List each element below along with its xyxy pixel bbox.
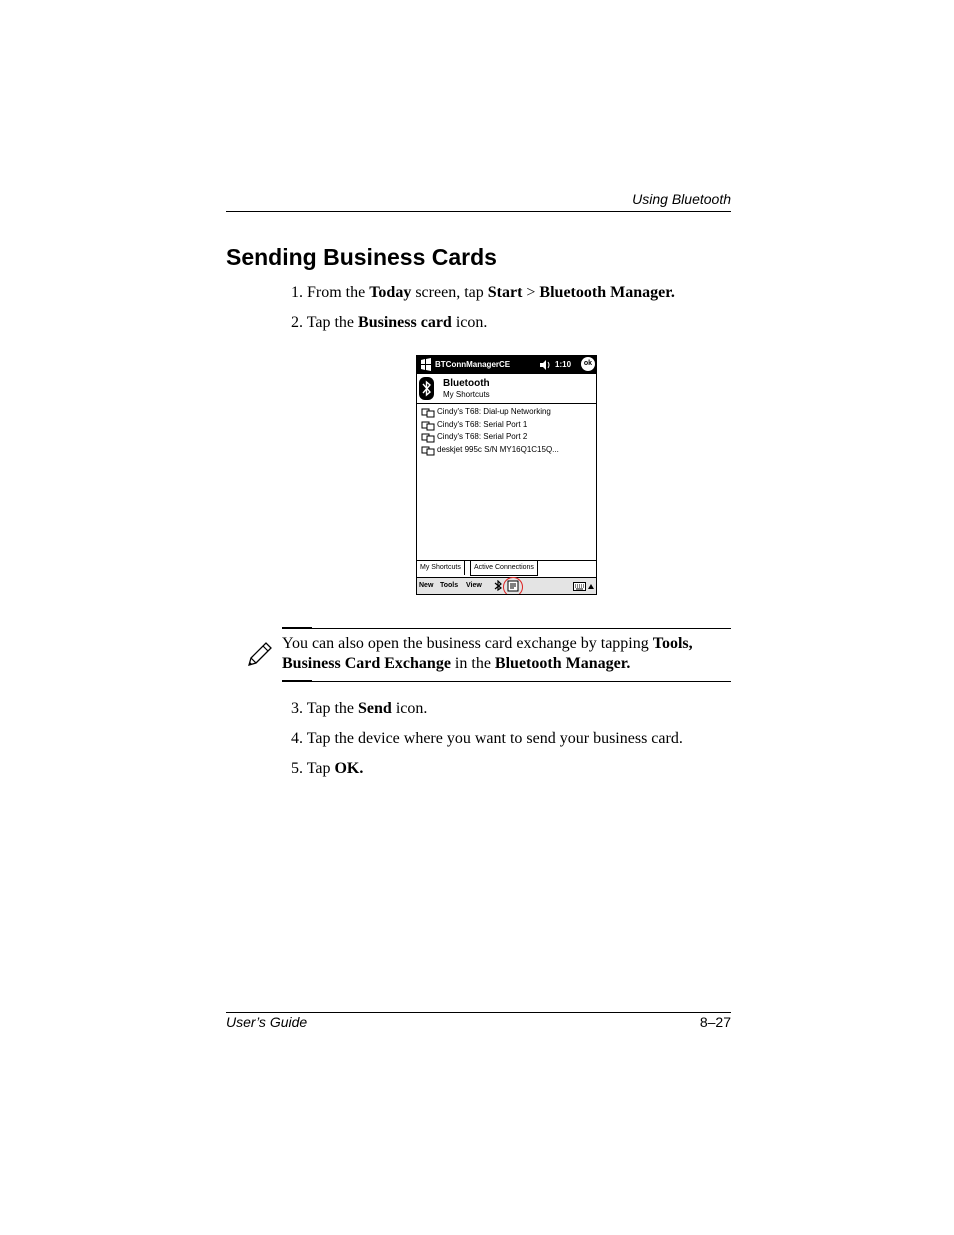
shortcut-label: Cindy's T68: Serial Port 1	[437, 419, 528, 429]
step-5-number: 5.	[291, 760, 303, 777]
step-3-text-a: Tap the	[306, 700, 359, 717]
step-3	[291, 700, 427, 718]
bluetooth-title: Bluetooth	[443, 378, 490, 389]
list-item[interactable]	[419, 407, 595, 420]
menu-bar	[417, 577, 596, 595]
windows-flag-icon[interactable]	[420, 358, 432, 371]
note-top-rule	[282, 628, 731, 629]
step-2-number: 2.	[291, 314, 303, 331]
header-rule	[226, 211, 731, 212]
shortcut-label: Cindy's T68: Dial-up Networking	[437, 407, 551, 416]
step-1-start: Start	[487, 284, 523, 301]
step-3-number: 3.	[291, 700, 303, 717]
volume-icon[interactable]	[539, 359, 551, 371]
footer-rule	[226, 1012, 731, 1013]
shortcut-list	[419, 407, 595, 457]
note-bluetooth-manager: Bluetooth Manager.	[494, 655, 631, 672]
note-business-card-exchange: Business Card Exchange	[282, 655, 451, 672]
step-3-text-b: icon.	[391, 700, 428, 717]
bluetooth-logo-icon	[419, 377, 434, 400]
note-bottom-rule	[282, 681, 731, 682]
step-5	[291, 760, 363, 778]
ok-button[interactable]: ok	[581, 357, 595, 371]
step-2	[291, 314, 487, 332]
step-4	[291, 730, 683, 748]
step-4-number: 4.	[291, 730, 303, 747]
step-1-separator: >	[522, 284, 540, 301]
bluetooth-subtitle: My Shortcuts	[443, 390, 490, 399]
keyboard-icon[interactable]	[573, 582, 586, 591]
step-1-bluetooth-manager: Bluetooth Manager.	[539, 284, 675, 301]
step-3-send: Send	[358, 700, 392, 717]
note-text-b: in the	[450, 655, 495, 672]
list-item[interactable]	[419, 420, 595, 433]
printer-icon	[421, 446, 435, 456]
clock[interactable]: 1:10	[555, 360, 572, 369]
tab-bar	[417, 560, 596, 576]
device-icon	[421, 433, 435, 443]
business-card-icon[interactable]	[507, 580, 519, 592]
app-title: BTConnManagerCE	[435, 360, 511, 369]
step-4-text: Tap the device where you want to send your business card.	[306, 730, 683, 747]
shortcut-label: Cindy's T68: Serial Port 2	[437, 432, 528, 442]
device-icon	[421, 408, 435, 418]
section-title: Sending Business Cards	[226, 244, 497, 270]
title-bar	[417, 356, 596, 374]
tab-my-shortcuts[interactable]: My Shortcuts	[417, 561, 465, 575]
note-text-a: You can also open the business card exchange by tapping	[282, 635, 653, 652]
step-1	[291, 284, 675, 302]
step-2-text-b: icon.	[451, 314, 488, 331]
note-tools: Tools,	[652, 635, 693, 652]
bluetooth-header	[417, 375, 596, 404]
menu-view[interactable]: View	[466, 582, 482, 589]
list-item[interactable]	[419, 432, 595, 445]
device-icon	[421, 421, 435, 431]
page-number: 8–27	[699, 1014, 731, 1030]
step-1-text-a: From the	[307, 284, 370, 301]
tab-active-connections[interactable]: Active Connections	[470, 561, 538, 576]
step-1-text-b: screen, tap	[411, 284, 488, 301]
step-5-text: Tap	[306, 760, 335, 777]
step-5-ok: OK.	[334, 760, 364, 777]
bluetooth-icon[interactable]	[493, 580, 503, 592]
menu-tools[interactable]: Tools	[440, 582, 459, 589]
step-1-today: Today	[369, 284, 412, 301]
note-top-rule-accent	[282, 627, 312, 629]
shortcut-label: deskjet 995c S/N MY16Q1C15Q...	[437, 444, 559, 454]
menu-new[interactable]: New	[419, 582, 434, 589]
bluetooth-manager-screenshot	[416, 355, 597, 595]
step-2-business-card: Business card	[358, 314, 452, 331]
note-bottom-rule-accent	[282, 680, 312, 682]
footer-title: User’s Guide	[226, 1014, 308, 1030]
note-text	[282, 634, 731, 674]
step-1-number: 1.	[291, 284, 303, 301]
note-pencil-icon	[244, 640, 274, 670]
input-arrow-icon[interactable]	[587, 583, 595, 590]
step-2-text-a: Tap the	[306, 314, 359, 331]
running-head: Using Bluetooth	[632, 191, 731, 207]
list-item[interactable]	[419, 445, 595, 458]
